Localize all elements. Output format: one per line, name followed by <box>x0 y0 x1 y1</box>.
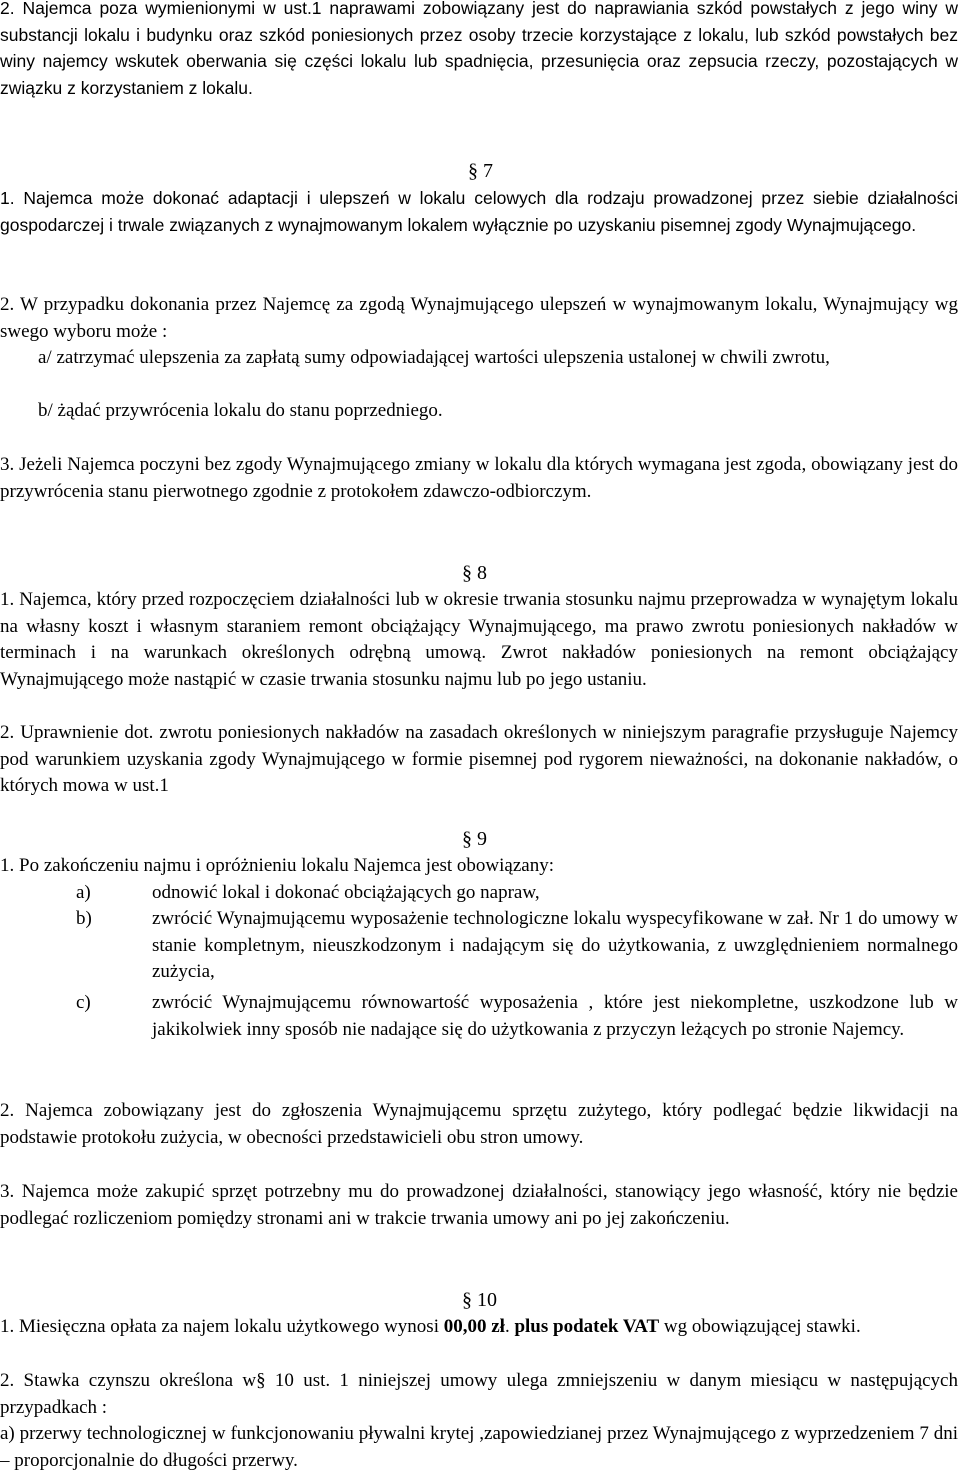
s10-p1-tail: wg obowiązującej stawki. <box>659 1316 861 1337</box>
s9-paragraph-3: 3. Najemca może zakupić sprzęt potrzebny mu do prowadzonej działalności, stanowiący jego własność, który nie będzie podlegać rozliczeniom pomiędzy stronami ani w trakcie trwania umowy ani po jej zakończeniu. <box>0 1181 958 1229</box>
item-label: a) <box>76 882 91 903</box>
s9-item-c <box>76 990 958 1043</box>
s9-paragraph-2: 2. Najemca zobowiązany jest do zgłoszenia Wynajmującemu sprzętu zużytego, który podlegać będzie likwidacji na podstawie protokołu zużycia, w obecności przedstawicieli obu stron umowy. <box>0 1100 958 1148</box>
paragraph-2-intro: 2. Najemca poza wymienionymi w ust.1 naprawami zobowiązany jest do naprawiania szkód powstałych z jego winy w substancji lokalu i budynku oraz szkód poniesionych przez osoby trzecie korzystające z lokalu, lub szkód powstałych bez winy najemcy wskutek oberwania się części lokalu lub spadnięcia, przesunięcia oraz zepsucia rzeczy, pozostających w związku z korzystaniem z lokalu. <box>0 0 958 98</box>
s7-paragraph-3: 3. Jeżeli Najemca poczyni bez zgody Wynajmującego zmiany w lokalu dla których wymagana jest zgoda, obowiązany jest do przywrócenia stanu pierwotnego zgodnie z protokołem zdawczo-odbiorczym. <box>0 454 958 502</box>
section-8-heading: § 8 <box>462 562 487 584</box>
rent-amount: 00,00 zł <box>443 1316 505 1337</box>
item-label: c) <box>76 992 91 1013</box>
s8-paragraph-2: 2. Uprawnienie dot. zwrotu poniesionych nakładów na zasadach określonych w niniejszym paragrafie przysługuje Najemcy pod warunkiem uzyskania zgody Wynajmującego w formie pisemnej pod rygorem nieważności, na dokonanie nakładów, o których mowa w ust.1 <box>0 722 958 796</box>
s10-paragraph-2a: a) przerwy technologicznej w funkcjonowaniu pływalni krytej ,zapowiedzianej przez Wynajmującego z wyprzedzeniem 7 dni – proporcjonalnie do długości przerwy. <box>0 1423 958 1471</box>
vat-note: plus podatek VAT <box>514 1316 660 1337</box>
item-text: odnowić lokal i dokonać obciążających go napraw, <box>152 882 540 903</box>
s7-paragraph-2a: a/ zatrzymać ulepszenia za zapłatą sumy odpowiadającej wartości ulepszenia ustalonej w chwili zwrotu, <box>38 347 830 368</box>
s10-paragraph-1 <box>0 1314 958 1341</box>
section-9-heading: § 9 <box>462 828 487 850</box>
s10-paragraph-2: 2. Stawka czynszu określona w§ 10 ust. 1 niniejszej umowy ulega zmniejszeniu w danym miesiącu w następujących przypadkach : <box>0 1370 958 1418</box>
s9-item-b <box>76 906 958 986</box>
s7-paragraph-2: 2. W przypadku dokonania przez Najemcę za zgodą Wynajmującego ulepszeń w wynajmowanym lokalu, Wynajmujący wg swego wyboru może : <box>0 294 958 342</box>
s9-paragraph-1: 1. Po zakończeniu najmu i opróżnieniu lokalu Najemca jest obowiązany: <box>0 855 554 876</box>
s8-paragraph-1: 1. Najemca, który przed rozpoczęciem działalności lub w okresie trwania stosunku najmu przeprowadza w wynajętym lokalu na własny koszt i własnym staraniem remont obciążający Wynajmującego, ma prawo zwrotu poniesionych nakładów w terminach i na warunkach określonych odrębną umową. Zwrot nakładów poniesionych na remont obciążający Wynajmującego może nastąpić w czasie trwania stosunku najmu lub po jego ustaniu. <box>0 589 958 690</box>
s7-paragraph-1: 1. Najemca może dokonać adaptacji i ulepszeń w lokalu celowych dla rodzaju prowadzonej przez siebie działalności gospodarczej i trwale związanych z wynajmowanym lokalem wyłącznie po uzyskaniu pisemnej zgody Wynajmującego. <box>0 188 958 235</box>
s10-p1-text: 1. Miesięczna opłata za najem lokalu użytkowego wynosi <box>0 1316 444 1337</box>
s10-p1-sep: . <box>504 1316 515 1337</box>
item-text: zwrócić Wynajmującemu wyposażenie technologiczne lokalu wyspecyfikowane w zał. Nr 1 do umowy w stanie kompletnym, nieuszkodzonym i nadającym się do użytkowania, z uwzględnieniem normalnego zużycia, <box>152 908 958 982</box>
s7-paragraph-2b: b/ żądać przywrócenia lokalu do stanu poprzedniego. <box>38 400 443 421</box>
section-10-heading: § 10 <box>462 1289 497 1311</box>
item-text: zwrócić Wynajmującemu równowartość wyposażenia , które jest niekompletne, uszkodzone lub w jakikolwiek inny sposób nie nadające się do użytkowania z przyczyn leżących po stronie Najemcy. <box>152 992 958 1040</box>
item-label: b) <box>76 908 92 929</box>
section-7-heading: § 7 <box>468 160 493 182</box>
s9-item-a <box>76 880 958 907</box>
